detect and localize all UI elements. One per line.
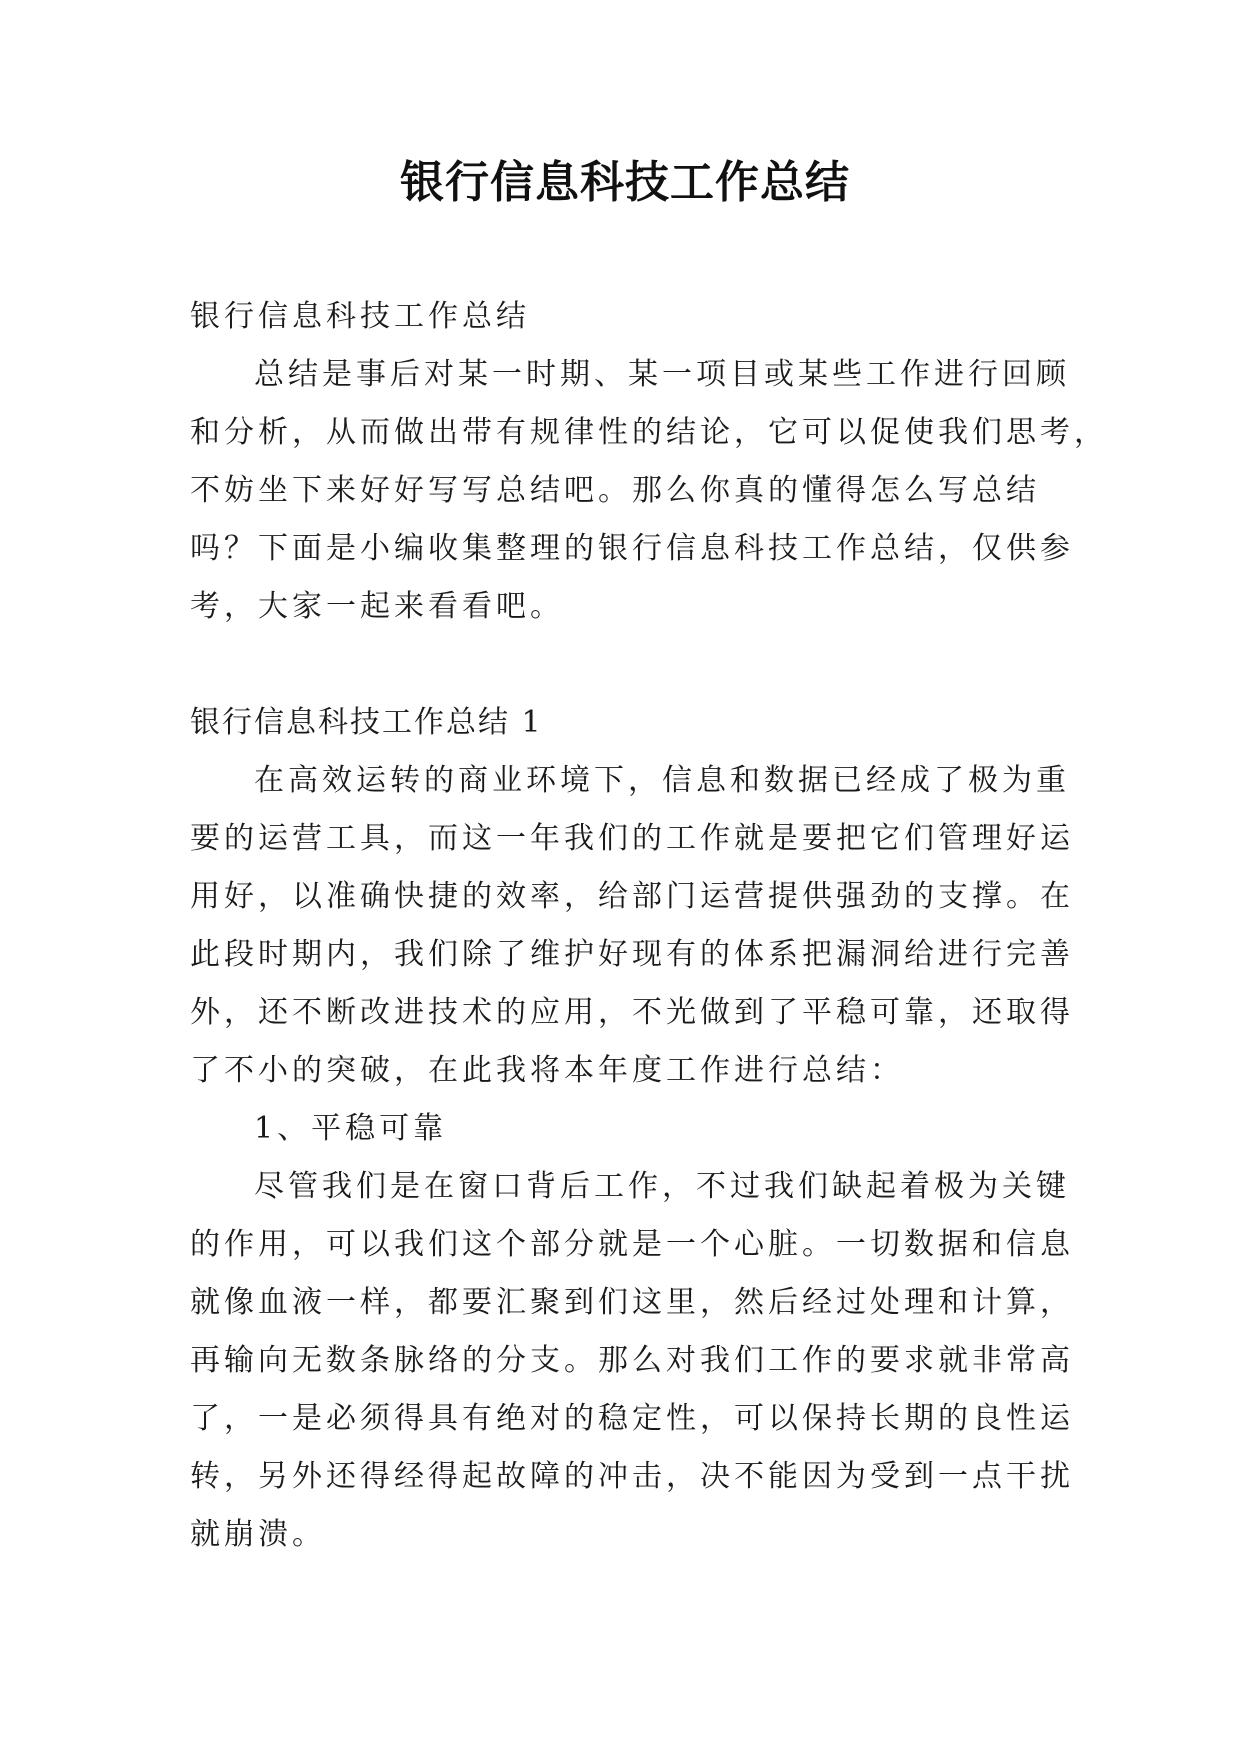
item-line: 就崩溃。 (190, 1517, 326, 1552)
paragraph-gap (190, 636, 1060, 694)
item-line: 转，另外还得经得起故障的冲击，决不能因为受到一点干扰 (190, 1459, 1074, 1494)
section-line: 外，还不断改进技术的应用，不光做到了平稳可靠，还取得 (190, 995, 1074, 1030)
section-line: 了不小的突破，在此我将本年度工作进行总结： (190, 1053, 904, 1088)
item-line: 了，一是必须得具有绝对的稳定性，可以保持长期的良性运 (190, 1401, 1074, 1436)
intro-line: 总结是事后对某一时期、某一项目或某些工作进行回顾 (254, 357, 1070, 392)
section-line: 用好，以准确快捷的效率，给部门运营提供强劲的支撑。在 (190, 879, 1074, 914)
item-line: 再输向无数条脉络的分支。那么对我们工作的要求就非常高 (190, 1343, 1074, 1378)
document-subtitle: 银行信息科技工作总结 (190, 299, 530, 334)
intro-line: 和分析，从而做出带有规律性的结论，它可以促使我们思考， (190, 415, 1108, 450)
intro-line: 考，大家一起来看看吧。 (190, 589, 564, 624)
section-heading: 银行信息科技工作总结 1 (190, 705, 543, 740)
intro-line: 不妨坐下来好好写写总结吧。那么你真的懂得怎么写总结 (190, 473, 1040, 508)
item-line: 就像血液一样，都要汇聚到们这里，然后经过处理和计算， (190, 1285, 1074, 1320)
intro-line: 吗？下面是小编收集整理的银行信息科技工作总结，仅供参 (190, 531, 1074, 566)
document-body (190, 288, 1108, 1564)
item-line: 的作用，可以我们这个部分就是一个心脏。一切数据和信息 (190, 1227, 1074, 1262)
section-line: 此段时期内，我们除了维护好现有的体系把漏洞给进行完善 (190, 937, 1074, 972)
section-line: 要的运营工具，而这一年我们的工作就是要把它们管理好运 (190, 821, 1074, 856)
document-title: 银行信息科技工作总结 (400, 157, 850, 208)
item-line: 尽管我们是在窗口背后工作，不过我们缺起着极为关键 (254, 1169, 1070, 1204)
item-heading: 1、平稳可靠 (254, 1111, 448, 1146)
section-line: 在高效运转的商业环境下，信息和数据已经成了极为重 (254, 763, 1070, 798)
